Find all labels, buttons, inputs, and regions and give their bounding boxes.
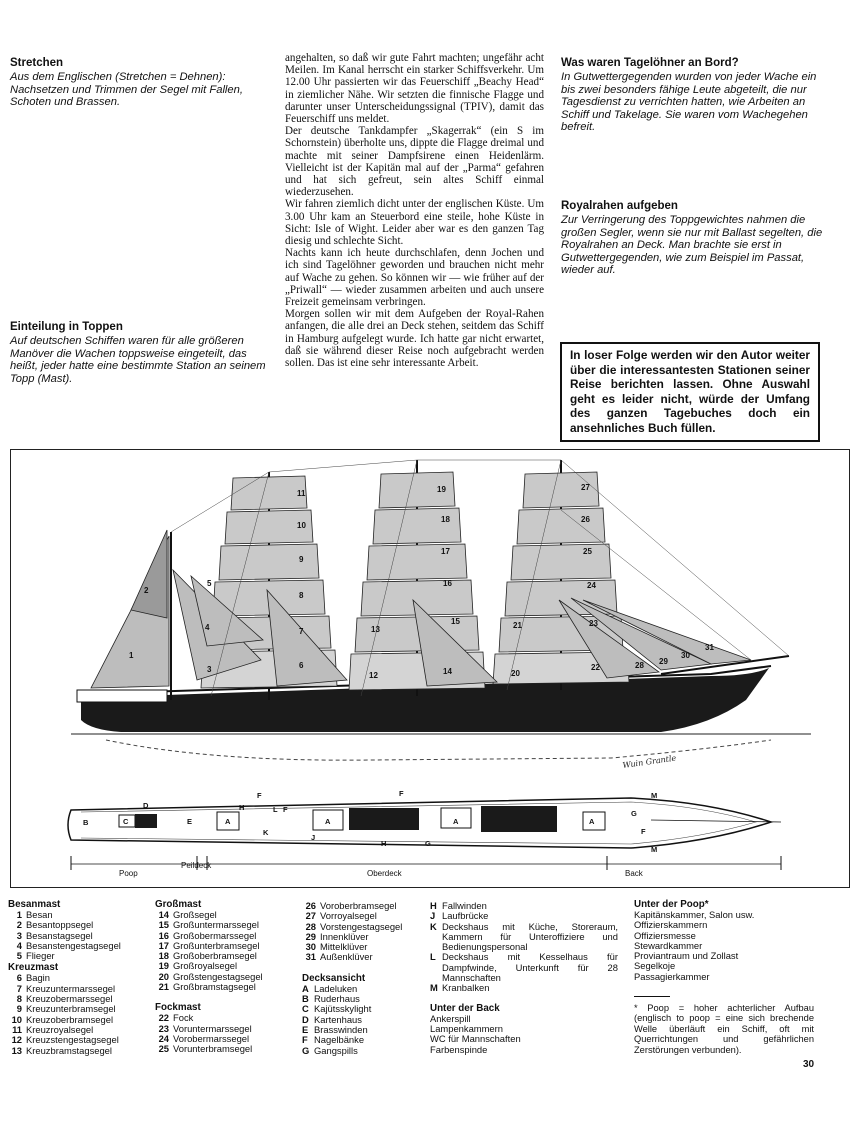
legend-item: K Deckshaus mit Küche, Storeraum, Kammern für Unteroffiziere und Bedienungspersonal xyxy=(430,920,618,953)
legend-item: F Nagelbänke xyxy=(302,1034,365,1046)
sail-number: 15 xyxy=(451,617,460,626)
editor-note-box xyxy=(560,342,820,442)
deck-letter: F xyxy=(641,827,646,836)
legend-item: 7 Kreuzuntermarssegel xyxy=(16,982,116,994)
sail-number: 2 xyxy=(144,586,149,595)
legend-item: G Gangspills xyxy=(302,1044,358,1056)
legend-item: 26 Voroberbramsegel xyxy=(305,900,397,911)
legend-item: 28 Vorstengestagsegel xyxy=(305,920,403,932)
sail-number: 16 xyxy=(443,579,452,588)
einteilung-title: Einteilung in Toppen xyxy=(10,321,123,333)
story-paragraph: Nachts kann ich heute durchschlafen, denn Jochen und ich sind Tagelöhner geworden und brauchen nicht mehr auf Wache zu gehen. So können wir — wie früher auf der „Priwall“ — wieder zusammen arbeiten und auch unsere Freizeit gemeinsam verbringen. xyxy=(285,247,544,309)
legend-title: Großmast xyxy=(155,899,202,910)
legend-item: Stewardkammer xyxy=(634,939,703,951)
deck-letter: F xyxy=(399,789,404,798)
stretchen-text: Aus dem Englischen (Stretchen = Dehnen): Nachsetzen und Trimmen der Segel mit Fallen, Schoten und Brassen. xyxy=(10,71,243,109)
deck-letter: G xyxy=(631,809,637,818)
legend-item: 22 Fock xyxy=(158,1012,194,1024)
legend-item: 11 Kreuzroyalsegel xyxy=(12,1023,94,1035)
sail-number: 23 xyxy=(589,619,598,628)
label-oberdeck: Oberdeck xyxy=(367,869,402,878)
legend-item: 31 Außenklüver xyxy=(305,951,373,963)
sail-number: 5 xyxy=(207,579,212,588)
legend-item: WC für Mannschaften xyxy=(430,1033,521,1045)
legend-item: 29 Innenklüver xyxy=(305,930,369,942)
legend-item: 3 Besanstagsegel xyxy=(16,929,93,941)
legend-item: Offiziersmesse xyxy=(634,929,696,941)
legend-item: Offizierskammern xyxy=(634,919,708,931)
legend-item: 8 Kreuzobermarssegel xyxy=(16,993,113,1005)
label-poop: Poop xyxy=(119,869,138,878)
story-paragraph: angehalten, so daß wir gute Fahrt machten; ungefähr acht Meilen. Im Kanal herrscht ein starker Schiffsverkehr. Um 12.00 Uhr passierten wir das Feuerschiff „Beachy Head“ in ziemlicher Nähe. Wir setzten die finnische Flagge und darunter unser Unterscheidungssignal (TPIV), damit das Feuerschiff uns meldet. xyxy=(285,52,544,126)
legend-item: 30 Mittelklüver xyxy=(305,941,368,953)
sail-number: 14 xyxy=(443,667,452,676)
deck-letter: B xyxy=(83,818,89,827)
legend-poop xyxy=(634,899,814,1055)
deck-letter: L xyxy=(273,805,278,814)
sail-number: 27 xyxy=(581,483,590,492)
legend-item: C Kajütsskylight xyxy=(302,1003,372,1015)
story-paragraph: Der deutsche Tankdampfer „Skagerrak“ (ein S im Schornstein) überholte uns, dippte die Flagge dreimal und machte mit seiner Dampfsirene einen Heidenlärm. Vielleicht ist der Kapitän mal auf der „Parma“ gefahren und hat sich gefreut, sein altes Schiff einmal wiederzusehen. xyxy=(285,125,544,199)
sail-number: 10 xyxy=(297,521,306,530)
legend-item: 20 Großstengestagsegel xyxy=(158,970,263,982)
legend-item: H Fallwinden xyxy=(430,900,487,911)
sail-number: 9 xyxy=(299,555,304,564)
stretchen-title: Stretchen xyxy=(10,57,64,69)
legend-item: 5 Flieger xyxy=(16,950,55,962)
deck-letter: A xyxy=(453,817,459,826)
legend-item: Lampenkammern xyxy=(430,1022,503,1034)
deck-letter: E xyxy=(187,817,193,826)
legend-grossmast xyxy=(155,899,300,1055)
legend-deckhouses xyxy=(430,901,618,1055)
sail-number: 22 xyxy=(591,663,600,672)
sail-number: 12 xyxy=(369,671,378,680)
footnote: * Poop = hoher achterlicher Aufbau (englisch to poop = eine sich brechende Welle überläuft ein Schiff, oft mit Querrichtungen und gefährlichen Zerstörungen verbunden). xyxy=(634,1003,814,1055)
sail-number: 17 xyxy=(441,547,450,556)
deck-letter: F xyxy=(283,805,288,814)
page-number: 30 xyxy=(803,1059,815,1070)
footnote-rule xyxy=(634,996,670,997)
legend-item: L Deckshaus mit Kesselhaus für Dampfwinde, Unterkunft für 28 Mannschaften xyxy=(430,951,618,984)
legend-title: Unter der Back xyxy=(430,1002,500,1014)
deck-letter: M xyxy=(651,791,658,800)
legend-item: 10 Kreuzoberbramsegel xyxy=(11,1013,114,1025)
legend-item: 23 Voruntermarssegel xyxy=(158,1022,252,1034)
sail-number: 18 xyxy=(441,515,450,524)
deck-letter: J xyxy=(311,833,316,842)
deck-letter: H xyxy=(239,803,245,812)
square-sails xyxy=(201,472,629,690)
sail-number: 31 xyxy=(705,643,714,652)
editor-note-text: In loser Folge werden wir den Autor weiter über die interessantesten Stationen seiner Reise berichten lassen. Ohne Auswahl geht es leider nicht, würde der Umfang des ganzen Tagebuches doch ein ansehnliches Buch füllen. xyxy=(570,348,810,435)
royalrahen-text: Zur Verringerung des Toppgewichtes nahmen die großen Segler, wenn sie nur mit Ballast segelten, die Royalrahen an Deck. Man brachte sie erst in Gutwettergegenden, wie zum Beispiel im Passat, wieder auf. xyxy=(561,214,823,277)
legend-item: Kapitänskammer, Salon usw. xyxy=(634,909,755,920)
sidebar-tageloehner xyxy=(561,57,823,134)
legend-item: 21 Großbramstagsegel xyxy=(158,981,256,993)
legend-title: Unter der Poop* xyxy=(634,899,709,910)
sail-number: 1 xyxy=(129,651,134,660)
sail-number: 25 xyxy=(583,547,592,556)
sail-number: 30 xyxy=(681,651,690,660)
deck-letter: C xyxy=(123,817,129,826)
deck-letter: H xyxy=(381,839,387,848)
sail-number: 3 xyxy=(207,665,212,674)
legend-item: B Ruderhaus xyxy=(302,993,360,1005)
sidebar-einteilung xyxy=(10,321,274,385)
legend-item: 19 Großroyalsegel xyxy=(158,960,238,972)
sail-number: 28 xyxy=(635,661,644,670)
legend-item: 18 Großoberbramsegel xyxy=(158,950,257,962)
legend-item: 12 Kreuzstengestagsegel xyxy=(11,1034,119,1046)
sail-number: 19 xyxy=(437,485,446,494)
deck-letter: D xyxy=(143,801,149,810)
deck-letter: F xyxy=(257,791,262,800)
ship-drawing xyxy=(11,450,849,887)
legend-item: E Brasswinden xyxy=(302,1023,368,1035)
legend-item: 4 Besanstengestagsegel xyxy=(16,939,121,951)
legend-item: 24 Vorobermarssegel xyxy=(158,1032,250,1044)
legend-item: Passagierkammer xyxy=(634,970,710,982)
tageloehner-title: Was waren Tagelöhner an Bord? xyxy=(561,57,739,69)
royalrahen-title: Royalrahen aufgeben xyxy=(561,200,678,212)
sail-number: 26 xyxy=(581,515,590,524)
legend-item: 17 Großunterbramsegel xyxy=(158,939,260,951)
legend-item: Proviantraum und Zollast xyxy=(634,950,739,962)
legend-item: 27 Vorroyalsegel xyxy=(305,910,377,922)
deck-letter: A xyxy=(589,817,595,826)
legend-item: 6 Bagin xyxy=(16,972,50,984)
story-paragraph: Morgen sollen wir mit dem Aufgeben der Royal-Rahen anfangen, die alle drei an Deck stehen, seitdem das Schiff in Hamburg aufgelegt wurde. Ich hatte gar nicht erwartet, daß sie während dieser Reise noch aufgebracht werden sollen. Das ist eine sehr interessante Arbeit. xyxy=(285,308,544,370)
legend-item: 9 Kreuzunterbramsegel xyxy=(16,1003,116,1015)
legend-item: 14 Großsegel xyxy=(158,909,217,920)
sail-number: 21 xyxy=(513,621,522,630)
legend-item: A Ladeluken xyxy=(302,982,358,994)
sail-number: 11 xyxy=(297,489,306,498)
story-paragraph: Wir fahren ziemlich dicht unter der englischen Küste. Um 3.00 Uhr kam an Steuerbord eine steile, hohe Küste in Sicht: Isle of Wight. Leider aber war es den ganzen Tag diesig und schlechte Sicht. xyxy=(285,198,544,248)
legend-item: D Kartenhaus xyxy=(302,1013,362,1025)
legend-item: 15 Großuntermarssegel xyxy=(158,919,259,931)
label-back: Back xyxy=(625,869,643,878)
deck-letter: A xyxy=(225,817,231,826)
legend-title: Decksansicht xyxy=(302,972,366,984)
artist-signature: Wuin Grantle xyxy=(622,753,677,770)
tageloehner-text: In Gutwettergegenden wurden von jeder Wache ein bis zwei besonders fähige Leute abgeteilt, die nur Tagesdienst zu verrichten hatten, wie Arbeiten an Schiff und Takelage. Sie waren vom Wachegehen befreit. xyxy=(561,71,817,134)
deck-letter: M xyxy=(651,845,658,854)
legend-item: Ankerspill xyxy=(430,1012,471,1024)
legend-item: Farbenspinde xyxy=(430,1043,488,1055)
sail-number: 13 xyxy=(371,625,380,634)
legend-besanmast xyxy=(8,899,158,1056)
legend-item: 2 Besantoppsegel xyxy=(16,919,94,931)
legend-item: 1 Besan xyxy=(16,909,53,920)
deck-letter: G xyxy=(425,839,431,848)
sail-number: 8 xyxy=(299,591,304,600)
deck-letter: K xyxy=(263,828,269,837)
sail-number: 7 xyxy=(299,627,304,636)
legend-item: 13 Kreuzbramstagsegel xyxy=(11,1044,112,1056)
sidebar-stretchen xyxy=(10,57,274,109)
deck-plan xyxy=(68,798,781,870)
legend-item: 16 Großobermarssegel xyxy=(158,929,257,941)
legend-item: M Kranbalken xyxy=(430,982,490,994)
ship-diagram xyxy=(10,449,850,888)
legend-title: Fockmast xyxy=(155,1002,201,1014)
sail-number: 6 xyxy=(299,661,304,670)
legend-item: Segelkoje xyxy=(634,960,676,972)
label-peildeck: Peildeck xyxy=(181,861,212,870)
sail-number: 24 xyxy=(587,581,596,590)
legend-title: Besanmast xyxy=(8,899,61,910)
einteilung-text: Auf deutschen Schiffen waren für alle größeren Manöver die Wachen toppsweise eingeteilt, das heißt, jeder hatte eine bestimmte Station an seinem Topp (Mast). xyxy=(10,335,266,385)
diary-text xyxy=(285,52,544,369)
sail-number: 4 xyxy=(205,623,210,632)
legend-title: Kreuzmast xyxy=(8,962,59,974)
sail-number: 20 xyxy=(511,669,520,678)
legend-item: J Laufbrücke xyxy=(430,910,489,922)
sail-number: 29 xyxy=(659,657,668,666)
legend-item: 25 Vorunterbramsegel xyxy=(158,1043,253,1055)
sidebar-royalrahen xyxy=(561,200,823,277)
deck-letter: A xyxy=(325,817,331,826)
legend-vormast-deck xyxy=(302,901,427,1056)
